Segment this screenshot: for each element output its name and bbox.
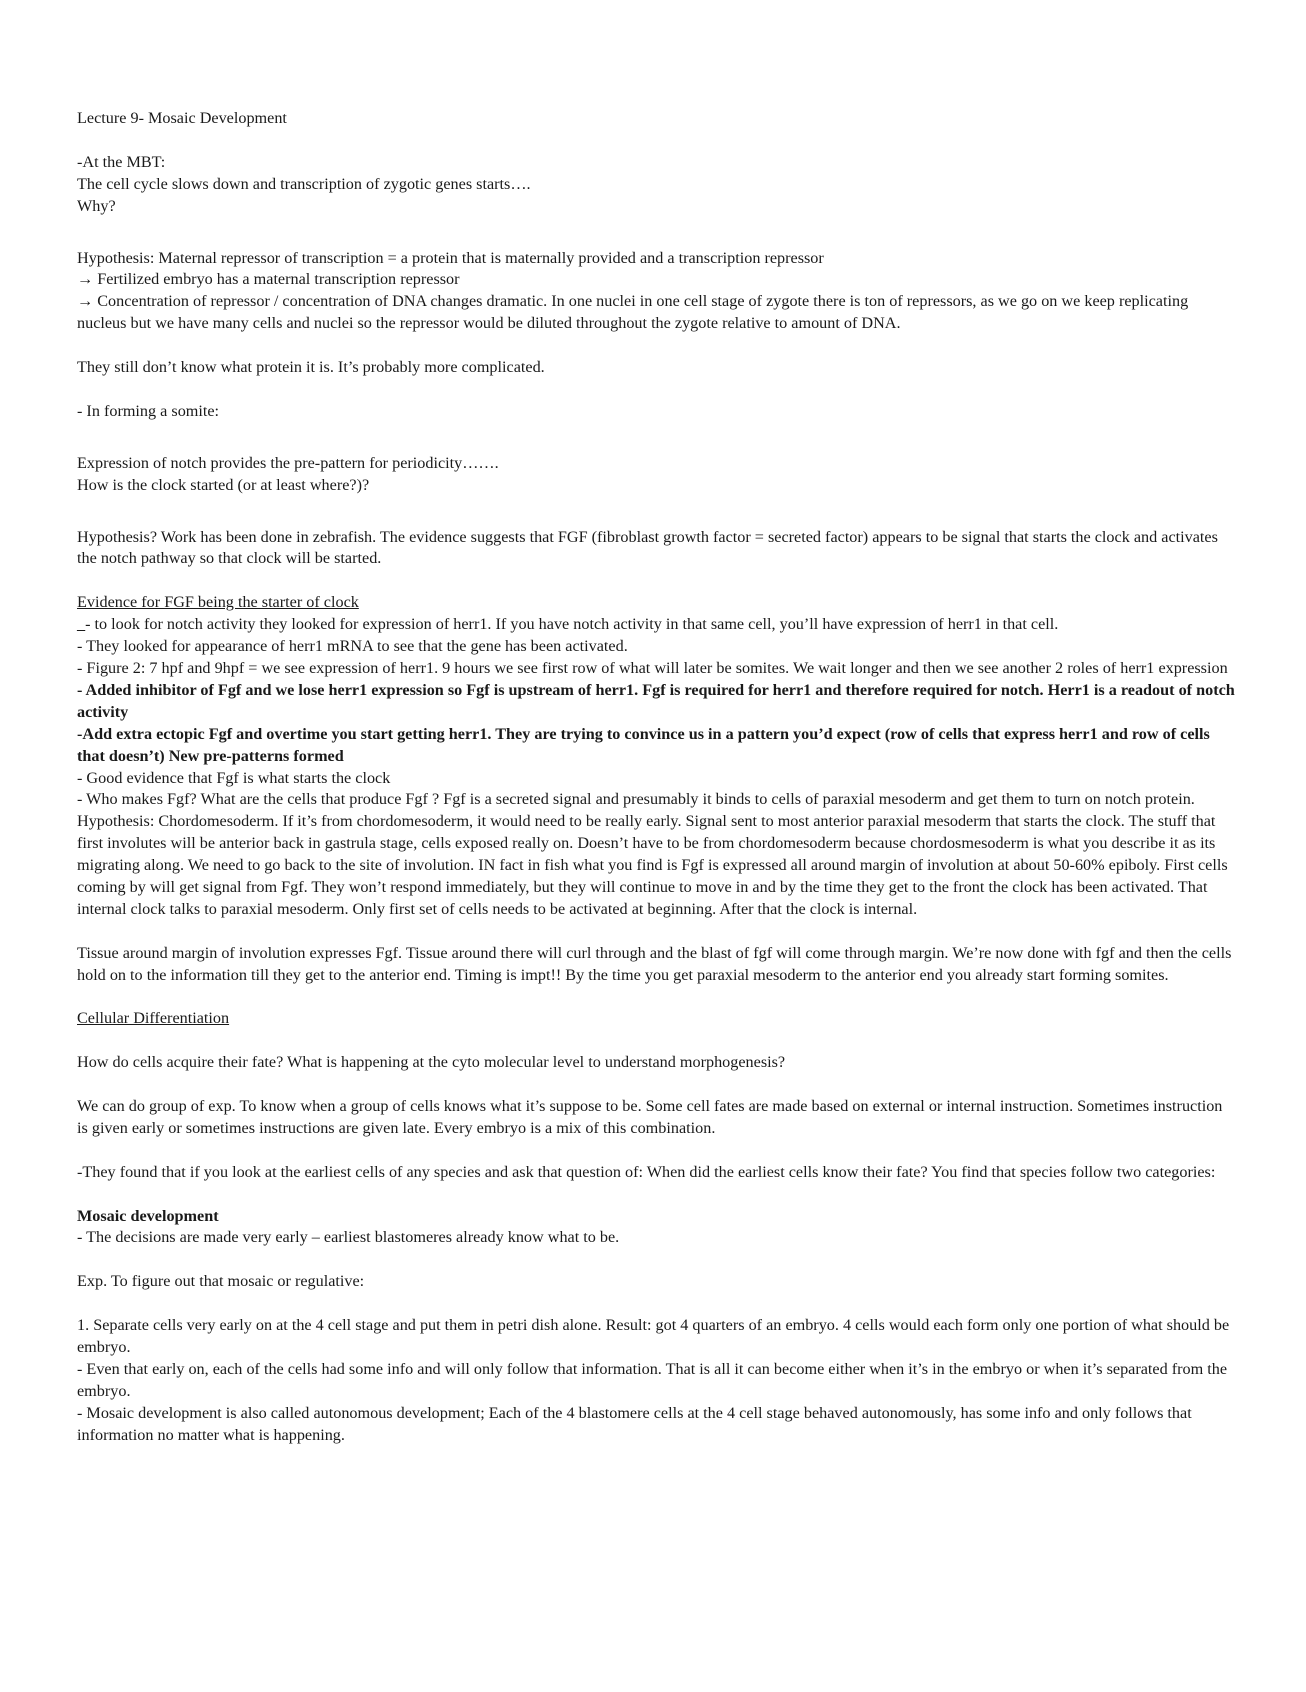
cellular-question: How do cells acquire their fate? What is happening at the cyto molecular level to understand morphogenesis? [77, 1053, 786, 1072]
mbt-heading: -At the MBT: [77, 152, 166, 171]
found-paragraph: -They found that if you look at the earliest cells of any species and ask that question of: When did the earliest cells know their fate? You find that species follow two categories: [77, 1162, 1216, 1181]
mosaic-step-2: - Even that early on, each of the cells had some info and will only follow that information. That is all it can become either when it’s in the embryo or when it’s separated from the embryo. [77, 1359, 1228, 1400]
hypothesis-line-3: → Concentration of repressor / concentration of DNA changes dramatic. In one nuclei in one cell stage of zygote there is ton of repressors, as we go on we keep replicating nucleus but we have many cells and nuclei so the repressor would be diluted throughout the zygote relative to amount of DNA. [77, 292, 1189, 333]
evidence-item-7: - Who makes Fgf? What are the cells that produce Fgf ? Fgf is a secreted signal and presumably it binds to cells of paraxial mesoderm and get them to turn on notch protein. Hypothesis: Chordomesoderm. If it’s from chordomesoderm, it would need to be really early. Signal sent to most anterior paraxial mesoderm that starts the clock. The stuff that first involutes will be anterior back in gastrula stage, cells exposed really on. Doesn’t have to be from chordomesoderm because chordosmesoderm is what you describe it as its migrating along. We need to go back to the site of involution. IN fact in fish what you find is Fgf is expressed all around margin of involution at about 50-60% epiboly. First cells coming by will get signal from Fgf. They won’t respond immediately, but they will continue to move in and by the time they get to the front the clock has been activated. That internal clock talks to paraxial mesoderm. Only first set of cells needs to be activated at beginning. After that the clock is internal. [77, 790, 1228, 918]
mosaic-step-1: 1. Separate cells very early on at the 4 cell stage and put them in petri dish alone. Result: got 4 quarters of an embryo. 4 cells would each form only one portion of what should be embryo. [77, 1316, 1230, 1356]
evidence-item-5: -Add extra ectopic Fgf and overtime you start getting herr1. They are trying to convince us in a pattern you’d expect (row of cells that express herr1 and row of cells that doesn’t) New pre-patterns formed [77, 724, 1210, 765]
evidence-item-6: - Good evidence that Fgf is what starts the clock [77, 768, 391, 787]
mbt-line-1: The cell cycle slows down and transcription of zygotic genes starts…. [77, 174, 531, 193]
hypothesis-line-2: → Fertilized embryo has a maternal transcription repressor [77, 270, 460, 289]
evidence-item-1-prefix: _ [77, 615, 86, 634]
evidence-item-3: - Figure 2: 7 hpf and 9hpf = we see expression of herr1. 9 hours we see first row of what will later be somites. We wait longer and then we see another 2 roles of herr1 expression [77, 658, 1228, 677]
hypothesis-line-1: Hypothesis: Maternal repressor of transcription = a protein that is maternally provided and a transcription repressor [77, 248, 824, 267]
mosaic-exp-intro: Exp. To figure out that mosaic or regulative: [77, 1272, 365, 1291]
evidence-item-1 [77, 614, 1236, 636]
mbt-line-2: Why? [77, 196, 116, 215]
group-exp-paragraph: We can do group of exp. To know when a group of cells knows what it’s suppose to be. Some cell fates are made based on external or internal instruction. Sometimes instruction is given early or sometimes instructions are given late. Every embryo is a mix of this combination. [77, 1097, 1223, 1137]
mosaic-heading: Mosaic development [77, 1206, 219, 1225]
evidence-item-2: - They looked for appearance of herr1 mRNA to see that the gene has been activated. [77, 637, 628, 656]
evidence-item-4: - Added inhibitor of Fgf and we lose herr1 expression so Fgf is upstream of herr1. Fgf is required for herr1 and therefore required for notch. Herr1 is a readout of notch activity [77, 680, 1235, 721]
mosaic-step-3: - Mosaic development is also called autonomous development; Each of the 4 blastomere cells at the 4 cell stage behaved autonomously, has some info and only follows that information no matter what is happening. [77, 1403, 1192, 1444]
notch-line-1: Expression of notch provides the pre-pattern for periodicity……. [77, 453, 499, 472]
notch-line-2: How is the clock started (or at least where?)? [77, 475, 370, 494]
evidence-heading: Evidence for FGF being the starter of clock [77, 593, 359, 612]
mosaic-decisions: - The decisions are made very early – earliest blastomeres already know what to be. [77, 1228, 620, 1247]
tissue-paragraph: Tissue around margin of involution expresses Fgf. Tissue around there will curl through and the blast of fgf will come through margin. We’re now done with fgf and then the cells hold on to the information till they get to the anterior end. Timing is impt!! By the time you get paraxial mesoderm to the anterior end you already start forming somites. [77, 943, 1232, 984]
cellular-differentiation-heading: Cellular Differentiation [77, 1009, 230, 1028]
unknown-protein-paragraph: They still don’t know what protein it is. It’s probably more complicated. [77, 358, 545, 377]
document-title: Lecture 9- Mosaic Development [77, 109, 287, 127]
fgf-hypothesis-paragraph: Hypothesis? Work has been done in zebrafish. The evidence suggests that FGF (fibroblast growth factor = secreted factor) appears to be signal that starts the clock and activates the notch pathway so that clock will be started. [77, 527, 1218, 568]
evidence-item-1-text: - to look for notch activity they looked for expression of herr1. If you have notch activity in that same cell, you’ll have expression of herr1 in that cell. [85, 615, 1059, 634]
somite-heading: - In forming a somite: [77, 401, 220, 420]
